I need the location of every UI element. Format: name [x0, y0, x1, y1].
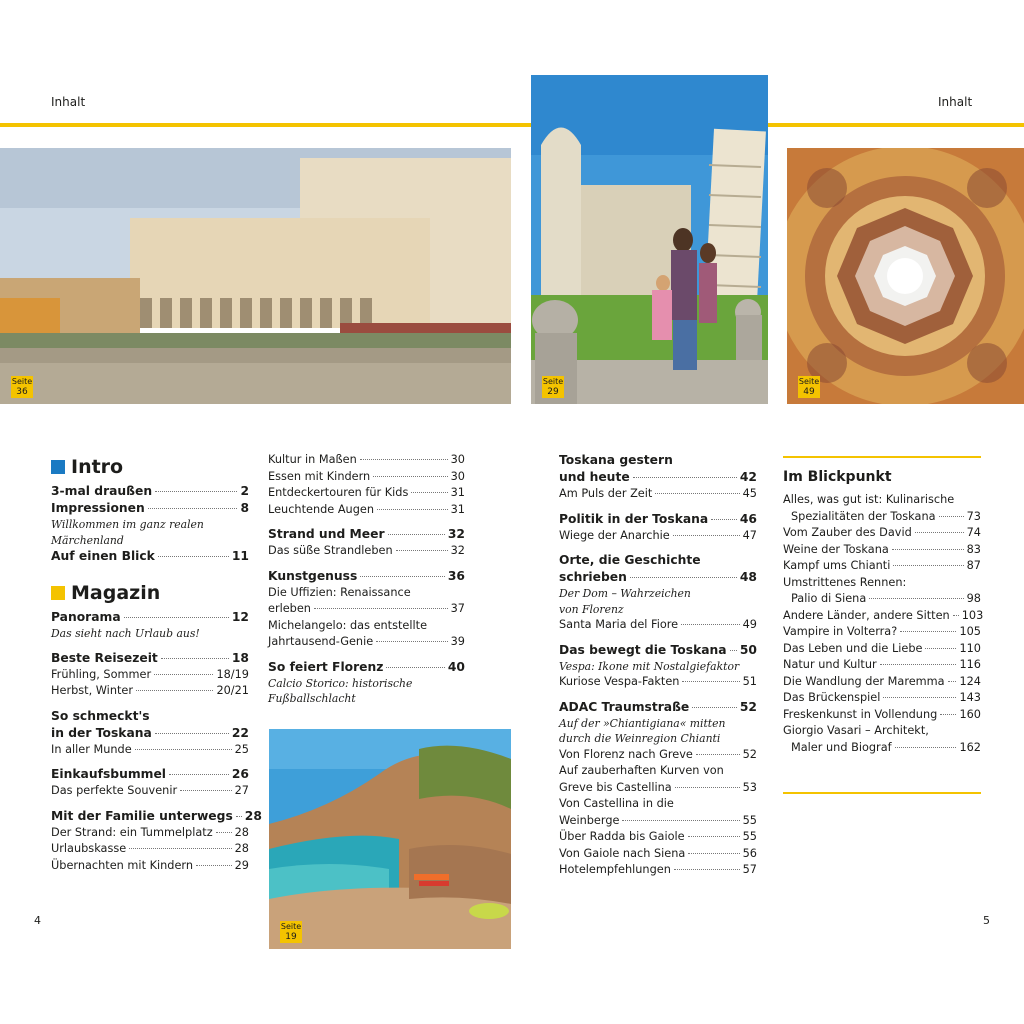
toc-entry — [268, 502, 465, 519]
toc-entry — [51, 667, 249, 684]
toc-entry — [559, 862, 757, 879]
magazin-heading-text: Magazin — [71, 582, 161, 604]
toc-column-1 — [51, 455, 262, 874]
coast-photo — [269, 729, 511, 949]
list-spacer — [559, 503, 757, 511]
toc-entry-page: 11 — [231, 549, 249, 563]
toc-entry-title: Essen mit Kindern — [268, 469, 371, 483]
toc-entry-page: 98 — [966, 592, 981, 605]
toc-entry — [783, 740, 981, 757]
list-spacer — [51, 642, 249, 650]
toc-entry — [783, 575, 981, 592]
toc-entry — [268, 601, 465, 618]
toc-entry-page: 26 — [231, 767, 249, 781]
dot-leader — [377, 509, 448, 510]
toc-entry-page: 32 — [450, 544, 465, 557]
toc-entry-page: 87 — [966, 559, 981, 572]
list-spacer — [51, 758, 249, 766]
toc-entry-page: 25 — [234, 742, 249, 756]
blickpunkt-list — [783, 492, 984, 756]
dot-leader — [682, 681, 739, 682]
dot-leader — [124, 617, 229, 618]
toc-entry — [51, 683, 249, 700]
seite-label: Seite — [11, 377, 33, 386]
toc-entry — [51, 500, 249, 517]
toc-entry — [783, 624, 981, 641]
intro-list — [51, 483, 249, 565]
toc-subtitle: Vespa: Ikone mit Nostalgiefaktor — [559, 659, 740, 673]
toc-entry — [559, 552, 757, 569]
toc-entry-page: 73 — [966, 509, 981, 523]
toc-entry-title: und heute — [559, 470, 630, 484]
toc-entry-page: 55 — [742, 813, 757, 827]
blickpunkt-title: Im Blickpunkt — [783, 469, 892, 485]
toc-entry — [51, 483, 249, 500]
toc-column-3-list — [559, 452, 757, 879]
toc-entry-title: So feiert Florenz — [268, 659, 384, 674]
toc-entry-title: Das süße Strandleben — [268, 544, 393, 557]
list-spacer — [51, 700, 249, 708]
toc-entry-page: 52 — [742, 747, 757, 761]
list-spacer — [559, 691, 757, 699]
toc-column-3 — [559, 452, 757, 879]
toc-subtitle: Fußballschlacht — [268, 692, 356, 705]
toc-entry-title: Orte, die Geschichte — [559, 553, 701, 567]
toc-entry-page: 30 — [450, 453, 465, 466]
toc-entry — [559, 796, 757, 813]
toc-entry — [559, 780, 757, 797]
toc-entry — [51, 825, 249, 842]
toc-entry-page: 45 — [742, 487, 757, 500]
toc-entry-title: Das Leben und die Liebe — [783, 641, 923, 655]
list-spacer — [559, 544, 757, 552]
toc-entry — [51, 808, 262, 825]
toc-entry — [783, 608, 984, 625]
dot-leader — [880, 664, 957, 665]
toc-entry-page: 40 — [447, 659, 465, 674]
list-spacer — [51, 800, 249, 808]
toc-entry-title: Auf einen Blick — [51, 549, 155, 563]
toc-entry-title: Einkaufsbummel — [51, 767, 167, 781]
toc-entry — [268, 485, 465, 502]
toc-entry-title: Kunstgenuss — [268, 568, 358, 583]
running-head-right: Inhalt — [938, 95, 973, 109]
toc-entry — [783, 509, 981, 526]
toc-entry-title: Spezialitäten der Toskana — [791, 509, 936, 523]
toc-entry — [268, 568, 465, 585]
toc-entry-page: 18 — [231, 650, 249, 665]
toc-entry — [51, 609, 249, 626]
toc-entry-title: Von Castellina in die — [559, 797, 674, 810]
toc-subtitle: Willkommen im ganz realen — [51, 518, 204, 531]
toc-entry-title: Politik in der Toskana — [559, 511, 709, 526]
dot-leader — [681, 624, 740, 625]
toc-entry-title: So schmeckt's — [51, 708, 150, 723]
magazin-list — [51, 609, 262, 874]
dot-leader — [180, 790, 232, 791]
dot-leader — [622, 820, 739, 821]
toc-entry-title: Kampf ums Chianti — [783, 559, 891, 572]
toc-entry — [559, 528, 757, 545]
toc-entry-title: Übernachten mit Kindern — [51, 858, 194, 872]
dot-leader — [892, 549, 964, 550]
page-number-right: 5 — [983, 914, 990, 927]
toc-entry — [268, 618, 465, 635]
toc-entry — [783, 657, 981, 674]
toc-entry — [559, 829, 757, 846]
dot-leader — [314, 608, 448, 609]
dot-leader — [129, 848, 231, 849]
toc-entry-title: erleben — [268, 602, 311, 615]
toc-entry-title: Die Uffizien: Renaissance — [268, 585, 411, 599]
toc-entry-page: 49 — [742, 618, 757, 631]
dot-leader — [948, 681, 957, 682]
florence-photo-icon — [0, 148, 511, 404]
toc-entry-title: Frühling, Sommer — [51, 667, 152, 681]
toc-entry-page: 31 — [450, 486, 465, 499]
toc-subtitle: Der Dom – Wahrzeichen — [559, 587, 691, 600]
toc-entry-title: Alles, was gut ist: Kulinarische — [783, 493, 955, 506]
toc-entry — [559, 846, 757, 863]
toc-entry — [51, 742, 249, 759]
toc-entry-page: 160 — [959, 707, 981, 721]
header-rule-right — [768, 123, 1024, 127]
toc-entry-title: Beste Reisezeit — [51, 650, 158, 665]
toc-entry-title: Die Wandlung der Maremma — [783, 674, 945, 688]
toc-entry-title: Vampire in Volterra? — [783, 625, 898, 638]
dot-leader — [655, 493, 739, 494]
toc-entry-page: 53 — [742, 780, 757, 794]
dot-leader — [953, 615, 959, 616]
seite-label: Seite — [542, 377, 564, 386]
toc-entry-title: Umstrittenes Rennen: — [783, 575, 907, 589]
toc-entry-title: Wiege der Anarchie — [559, 528, 670, 542]
seite-number: 36 — [16, 387, 28, 397]
toc-subtitle: Märchenland — [51, 533, 124, 547]
toc-entry — [559, 642, 757, 659]
toc-entry — [51, 858, 249, 875]
toc-entry-page: 124 — [959, 674, 981, 688]
toc-entry-title: Urlaubskasse — [51, 842, 127, 855]
toc-entry — [268, 543, 465, 560]
toc-entry-title: Weine der Toskana — [783, 542, 889, 556]
toc-entry-page: 36 — [447, 568, 465, 583]
toc-entry-title: Hotelempfehlungen — [559, 863, 671, 876]
toc-subtitle: durch die Weinregion Chianti — [559, 732, 721, 745]
list-spacer — [559, 634, 757, 642]
toc-entry-title: Jahrtausend-Genie — [268, 635, 374, 648]
dot-leader — [373, 476, 447, 477]
toc-entry-page: 22 — [231, 725, 249, 740]
toc-entry — [559, 617, 757, 634]
toc-entry-page: 83 — [966, 542, 981, 556]
dot-leader — [925, 648, 956, 649]
toc-entry-title: Herbst, Winter — [51, 684, 134, 697]
toc-entry-page: 105 — [959, 625, 981, 638]
toc-entry-title: Panorama — [51, 610, 121, 624]
toc-entry-page: 143 — [959, 691, 981, 704]
seite-tag-coast — [280, 921, 302, 943]
toc-entry — [783, 542, 981, 559]
toc-entry — [51, 650, 249, 667]
toc-entry-page: 50 — [739, 642, 757, 657]
toc-entry-title: Michelangelo: das entstellte — [268, 618, 428, 632]
toc-column-2-list — [268, 452, 465, 707]
toc-entry — [783, 690, 981, 707]
dot-leader — [633, 477, 737, 478]
dot-leader — [688, 836, 740, 837]
toc-entry-page: 48 — [739, 570, 757, 584]
toc-entry-title: In aller Munde — [51, 742, 132, 756]
dot-leader — [688, 853, 739, 854]
toc-entry-title: 3-mal draußen — [51, 484, 153, 498]
toc-entry-page: 103 — [961, 608, 984, 622]
dome-fresco-photo-icon — [787, 148, 1024, 404]
toc-entry — [559, 511, 757, 528]
toc-column-2 — [268, 452, 465, 707]
toc-entry-page: 56 — [742, 846, 757, 860]
toc-entry-title: Über Radda bis Gaiole — [559, 830, 685, 843]
toc-entry-page: 162 — [959, 740, 981, 754]
toc-entry-title: Vom Zauber des David — [783, 526, 912, 539]
toc-entry — [268, 526, 465, 543]
toc-entry-page: 12 — [231, 610, 249, 624]
dot-leader — [915, 532, 964, 533]
toc-entry-page: 28 — [234, 842, 249, 855]
toc-entry-page: 27 — [234, 784, 249, 797]
toc-entry — [783, 591, 981, 608]
dot-leader — [396, 550, 448, 551]
toc-entry-title: Palio di Siena — [791, 592, 867, 605]
toc-entry-page: 2 — [240, 484, 249, 498]
toc-entry-title: Maler und Biograf — [791, 740, 892, 754]
toc-entry-page: 57 — [742, 863, 757, 876]
dot-leader — [376, 641, 447, 642]
pisa-photo — [531, 75, 768, 404]
dot-leader — [161, 658, 229, 659]
seite-number: 29 — [547, 387, 559, 397]
header-rule-left — [0, 123, 531, 127]
dot-leader — [388, 534, 445, 535]
page-number-left: 4 — [34, 914, 41, 927]
toc-entry-page: 51 — [742, 675, 757, 688]
dot-leader — [939, 516, 964, 517]
toc-entry-page: 28 — [234, 825, 249, 839]
toc-entry — [783, 707, 981, 724]
dot-leader — [169, 774, 229, 775]
toc-entry-title: Greve bis Castellina — [559, 780, 672, 794]
dot-leader — [673, 535, 740, 536]
seite-number: 19 — [285, 932, 297, 942]
toc-entry — [51, 708, 249, 725]
seite-label: Seite — [798, 377, 820, 386]
dot-leader — [148, 508, 238, 509]
dot-leader — [692, 707, 737, 708]
dome-fresco-photo — [787, 148, 1024, 404]
dot-leader — [360, 459, 448, 460]
pisa-photo-icon — [531, 75, 768, 404]
toc-entry-title: Am Puls der Zeit — [559, 487, 653, 500]
dot-leader — [675, 787, 740, 788]
toc-entry-title: Von Florenz nach Greve — [559, 747, 693, 761]
toc-subtitle: Auf der »Chiantigiana« mitten — [559, 716, 726, 730]
toc-entry-title: Der Strand: ein Tummelplatz — [51, 825, 213, 839]
toc-entry-page: 31 — [450, 502, 465, 516]
dot-leader — [940, 714, 956, 715]
toc-entry-page: 29 — [234, 858, 249, 872]
toc-entry — [783, 492, 981, 509]
seite-tag-florence — [11, 376, 33, 398]
toc-entry-title: Kuriose Vespa-Fakten — [559, 675, 680, 688]
toc-entry-title: Das perfekte Souvenir — [51, 784, 178, 797]
magazin-heading — [51, 581, 249, 605]
toc-entry — [559, 763, 757, 780]
toc-entry-page: 20/21 — [216, 684, 249, 697]
dot-leader — [196, 865, 232, 866]
toc-entry-page: 52 — [739, 699, 757, 714]
seite-label: Seite — [280, 922, 302, 931]
toc-entry — [51, 548, 249, 565]
toc-entry — [51, 766, 249, 783]
coast-photo-icon — [269, 729, 511, 949]
toc-entry-title: ADAC Traumstraße — [559, 699, 690, 714]
blickpunkt-rule-bottom — [783, 792, 981, 794]
dot-leader — [869, 598, 963, 599]
toc-entry — [559, 674, 757, 691]
toc-entry-title: Das Brückenspiel — [783, 691, 881, 704]
toc-entry — [559, 452, 757, 469]
toc-entry-title: Andere Länder, andere Sitten — [783, 608, 950, 622]
toc-subtitle: Das sieht nach Urlaub aus! — [51, 627, 200, 640]
toc-entry — [783, 641, 981, 658]
toc-entry-page: 39 — [450, 635, 465, 648]
toc-entry-title: Mit der Familie unterwegs — [51, 808, 233, 823]
toc-entry-title: in der Toskana — [51, 725, 152, 740]
florence-photo — [0, 148, 511, 404]
list-spacer — [268, 518, 465, 526]
seite-tag-pisa — [542, 376, 564, 398]
dot-leader — [895, 747, 957, 748]
dot-leader — [674, 869, 740, 870]
toc-entry — [783, 674, 981, 691]
toc-entry — [559, 569, 757, 586]
toc-entry-page: 32 — [447, 527, 465, 541]
dot-leader — [730, 650, 737, 651]
toc-entry-title: schrieben — [559, 570, 627, 584]
toc-entry — [268, 585, 465, 602]
blickpunkt-box — [783, 467, 984, 756]
yellow-square-icon — [51, 586, 65, 600]
dot-leader — [155, 491, 237, 492]
toc-entry-title: Santa Maria del Fiore — [559, 618, 679, 631]
running-head-left: Inhalt — [51, 95, 86, 109]
toc-entry-page: 18/19 — [216, 667, 249, 681]
toc-subtitle: Calcio Storico: historische — [268, 676, 413, 690]
dot-leader — [136, 690, 213, 691]
toc-entry — [51, 783, 249, 800]
list-spacer — [268, 560, 465, 568]
toc-entry-page: 55 — [742, 830, 757, 843]
blue-square-icon — [51, 460, 65, 474]
intro-heading — [51, 455, 249, 479]
toc-entry-title: Strand und Meer — [268, 527, 385, 541]
dot-leader — [216, 832, 232, 833]
intro-heading-text: Intro — [71, 456, 124, 478]
toc-entry — [783, 525, 981, 542]
toc-entry — [268, 469, 465, 486]
toc-entry-page: 42 — [739, 470, 757, 484]
dot-leader — [386, 667, 444, 668]
toc-entry — [559, 486, 757, 503]
toc-entry — [268, 659, 465, 676]
toc-entry — [559, 699, 757, 716]
toc-entry — [783, 723, 981, 740]
toc-entry-page: 46 — [739, 511, 757, 526]
toc-entry — [51, 841, 249, 858]
seite-tag-dome — [798, 376, 820, 398]
dot-leader — [630, 577, 737, 578]
seite-number: 49 — [803, 387, 815, 397]
toc-entry-title: Impressionen — [51, 501, 145, 515]
toc-entry-page: 8 — [240, 501, 249, 515]
dot-leader — [135, 749, 232, 750]
toc-entry-page: 30 — [450, 469, 465, 483]
toc-entry-title: Natur und Kultur — [783, 658, 877, 671]
toc-entry-page: 37 — [450, 602, 465, 615]
dot-leader — [696, 754, 740, 755]
list-spacer — [268, 651, 465, 659]
toc-entry — [559, 469, 757, 486]
dot-leader — [883, 697, 956, 698]
toc-entry-title: Von Gaiole nach Siena — [559, 846, 686, 860]
toc-entry-page: 47 — [742, 528, 757, 542]
dot-leader — [154, 674, 213, 675]
toc-entry-title: Giorgio Vasari – Architekt, — [783, 724, 929, 737]
toc-entry — [783, 558, 981, 575]
dot-leader — [711, 519, 737, 520]
toc-entry-page: 28 — [244, 808, 262, 823]
toc-entry-title: Entdeckertouren für Kids — [268, 486, 409, 499]
toc-entry-title: Auf zauberhaften Kurven von — [559, 764, 724, 777]
toc-entry — [51, 725, 249, 742]
toc-subtitle: von Florenz — [559, 602, 624, 616]
toc-entry-page: 110 — [959, 641, 981, 655]
dot-leader — [155, 733, 229, 734]
toc-entry-page: 116 — [959, 658, 981, 671]
toc-entry-title: Freskenkunst in Vollendung — [783, 707, 938, 721]
toc-entry — [559, 747, 757, 764]
dot-leader — [158, 556, 229, 557]
toc-entry-title: Leuchtende Augen — [268, 502, 374, 516]
dot-leader — [236, 816, 242, 817]
toc-entry — [559, 813, 757, 830]
toc-entry-title: Das bewegt die Toskana — [559, 642, 727, 657]
dot-leader — [900, 631, 956, 632]
dot-leader — [411, 492, 447, 493]
blickpunkt-rule-top — [783, 456, 981, 458]
toc-entry-page: 74 — [966, 526, 981, 539]
dot-leader — [360, 576, 445, 577]
dot-leader — [893, 565, 963, 566]
toc-entry-title: Kultur in Maßen — [268, 453, 357, 466]
toc-entry — [268, 452, 465, 469]
toc-entry-title: Toskana gestern — [559, 453, 673, 467]
toc-entry — [268, 634, 465, 651]
toc-entry-title: Weinberge — [559, 813, 620, 827]
